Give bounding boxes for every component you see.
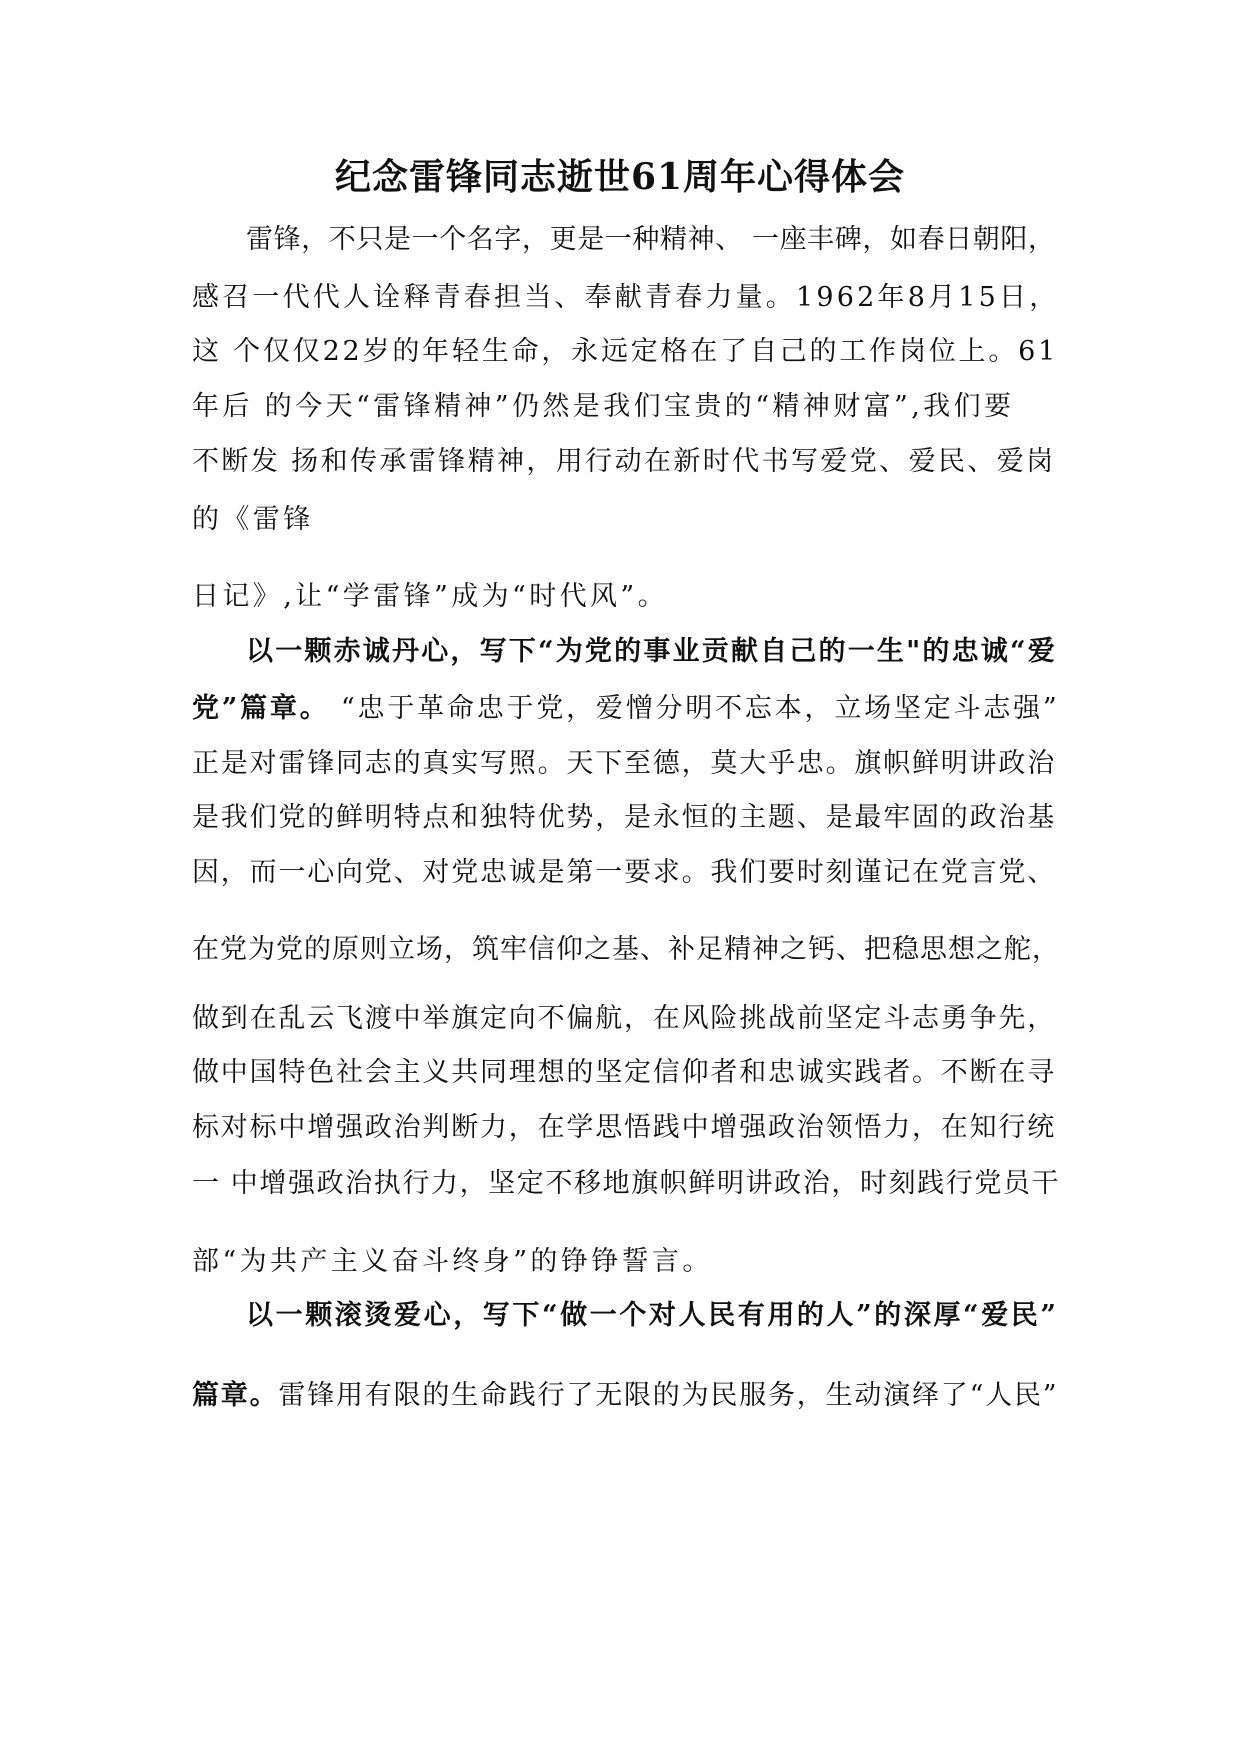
paragraph-2-line-2 [192, 691, 1060, 727]
paragraph-3-heading-line-2: 篇章。 [192, 1380, 279, 1411]
paragraph-1-line-2: 感召一代代人诠释青春担当、奉献青春力量。1962年8月15日， [192, 282, 1060, 313]
paragraph-2-line-8: 做中国特色社会主义共同理想的坚定信仰者和忠诚实践者。不断在寻 [192, 1057, 1056, 1088]
document-title: 纪念雷锋同志逝世61周年心得体会 [334, 156, 906, 198]
paragraph-2-line-11: 部“为共产主义奋斗终身”的铮铮誓言。 [192, 1246, 713, 1277]
paragraph-3-line-2 [192, 1378, 1058, 1414]
paragraph-2-line-4: 是我们党的鲜明特点和独特优势，是永恒的主题、是最牢固的政治基 [192, 802, 1056, 833]
paragraph-2-line-6: 在党为党的原则立场，筑牢信仰之基、补足精神之钙、把稳思想之舵， [192, 934, 1060, 965]
paragraph-3-heading-line-1: 以一颗滚烫爱心，写下“做一个对人民有用的人”的深厚“爱民” [246, 1300, 1059, 1331]
paragraph-3-line-2-text: 雷锋用有限的生命践行了无限的为民服务，生动演绎了“人民” [278, 1380, 1059, 1411]
paragraph-2-line-3: 正是对雷锋同志的真实写照。天下至德，莫大乎忠。旗帜鲜明讲政治 [192, 748, 1056, 779]
paragraph-2-line-7: 做到在乱云飞渡中举旗定向不偏航，在风险挑战前坚定斗志勇争先， [192, 1003, 1056, 1034]
paragraph-1-line-7: 日记》,让“学雷锋”成为“时代风”。 [192, 581, 668, 612]
paragraph-2-line-2-text: “忠于革命忠于党，爱憎分明不忘本，立场坚定斗志强” [329, 693, 1060, 724]
paragraph-2-heading-line-2: 党”篇章。 [192, 693, 330, 724]
paragraph-2-line-5: 因，而一心向党、对党忠诚是第一要求。我们要时刻谨记在党言党、 [192, 857, 1056, 888]
paragraph-2-line-9: 标对标中增强政治判断力，在学思悟践中增强政治领悟力，在知行统 [192, 1112, 1056, 1143]
paragraph-1-line-1: 雷锋，不只是一个名字，更是一种精神、 一座丰碑，如春日朝阳， [246, 224, 1056, 255]
paragraph-1-line-4: 年后 的今天“雷锋精神”仍然是我们宝贵的“精神财富”,我们要 [192, 391, 1015, 422]
paragraph-1-line-6: 的《雷锋 [192, 504, 314, 535]
paragraph-1-line-3: 这 个仅仅22岁的年轻生命，永远定格在了自己的工作岗位上。61 [192, 336, 1059, 367]
paragraph-1-line-5: 不断发 扬和传承雷锋精神，用行动在新时代书写爱党、爱民、爱岗 [192, 446, 1056, 477]
paragraph-2-line-10: 一 中增强政治执行力，坚定不移地旗帜鲜明讲政治，时刻践行党员干 [192, 1168, 1061, 1199]
paragraph-2-heading-line-1: 以一颗赤诚丹心，写下“为党的事业贡献自己的一生"的忠诚“爱 [246, 636, 1057, 667]
